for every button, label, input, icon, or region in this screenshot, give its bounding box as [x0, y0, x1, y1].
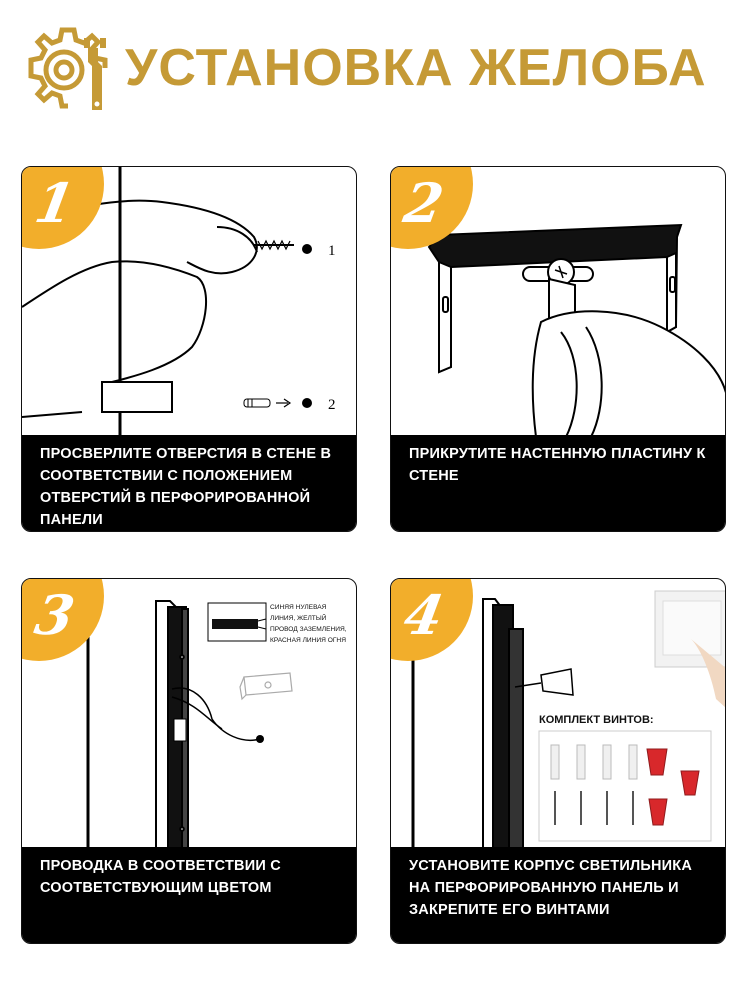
page-title: УСТАНОВКА ЖЕЛОБА	[125, 39, 707, 97]
step-caption-1: ПРОСВЕРЛИТЕ ОТВЕРСТИЯ В СТЕНЕ В СООТВЕТСТВИИ С ПОЛОЖЕНИЕМ ОТВЕРСТИЙ В ПЕРФОРИРОВАННОЙ ПАНЕЛИ	[22, 435, 356, 531]
kit-label: КОМПЛЕКТ ВИНТОВ:	[539, 714, 654, 726]
screw-kit-box	[539, 731, 711, 841]
hole-marker-1	[302, 244, 312, 254]
svg-text:СИНЯЯ НУЛЕВАЯ ЛИНИЯ, ЖЕЛ	[270, 604, 348, 644]
wire-note-line-3: ПРОВОД ЗАЗЕМЛЕНИЯ,	[270, 626, 347, 633]
wire-note-line-4: КРАСНАЯ ЛИНИЯ ОГНЯ	[270, 637, 346, 644]
wire-note-line-2: ЛИНИЯ, ЖЕЛТЫЙ	[270, 615, 327, 622]
mounting-plate-icon	[240, 673, 292, 699]
marker-label-2: 2	[328, 397, 336, 413]
step-number-3: 3	[30, 583, 80, 647]
light-switch-icon	[655, 591, 726, 709]
step-card-3	[21, 578, 357, 944]
marker-label-1: 1	[328, 243, 336, 259]
header	[0, 0, 750, 150]
gear-wrench-icon	[18, 18, 118, 118]
hole-marker-2	[302, 398, 312, 408]
anchor-icon	[244, 399, 290, 407]
step-card-2	[390, 166, 726, 532]
step-card-4	[390, 578, 726, 944]
step-card-1	[21, 166, 357, 532]
step-number-2: 2	[399, 171, 449, 235]
step-number-4: 4	[399, 583, 449, 647]
wire-note-line-1: СИНЯЯ НУЛЕВАЯ	[270, 604, 327, 611]
step-caption-2: ПРИКРУТИТЕ НАСТЕННУЮ ПЛАСТИНУ К СТЕНЕ	[391, 435, 725, 531]
wire-sample-icon	[208, 603, 266, 641]
step-caption-4: УСТАНОВИТЕ КОРПУС СВЕТИЛЬНИКА НА ПЕРФОРИРОВАННУЮ ПАНЕЛЬ И ЗАКРЕПИТЕ ЕГО ВИНТАМИ	[391, 847, 725, 943]
step-number-1: 1	[30, 171, 80, 235]
step-caption-3: ПРОВОДКА В СООТВЕТСТВИИ С СООТВЕТСТВУЮЩИМ ЦВЕТОМ	[22, 847, 356, 943]
